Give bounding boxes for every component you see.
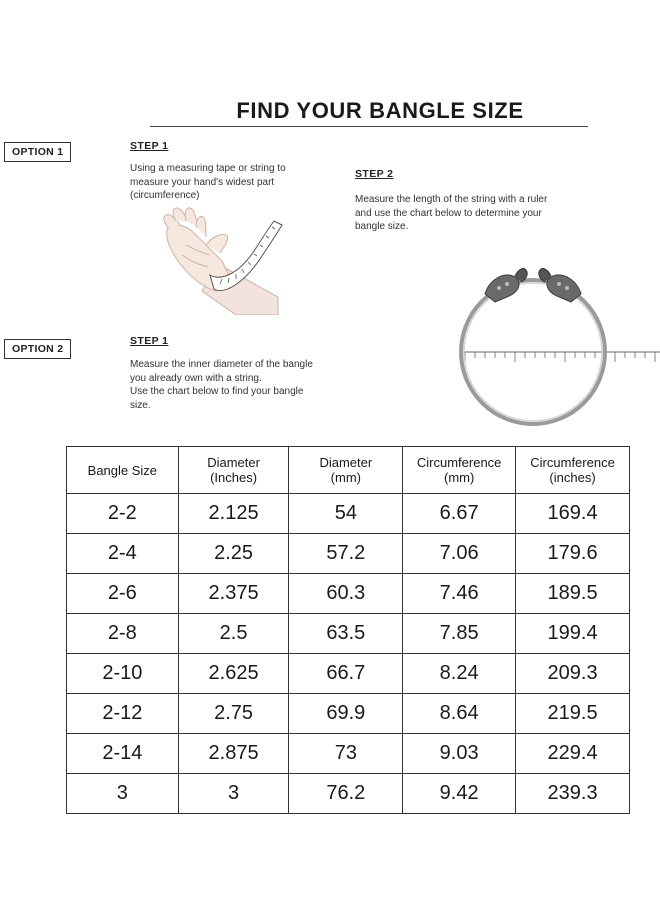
table-cell: 69.9 [289, 694, 403, 734]
page-title: FIND YOUR BANGLE SIZE [236, 98, 524, 123]
table-row [67, 534, 630, 574]
table-row [67, 734, 630, 774]
table-cell: 8.64 [403, 694, 516, 734]
table-cell: 63.5 [289, 614, 403, 654]
col-header-diameter-inches: Diameter (Inches) [178, 447, 289, 494]
table-row [67, 774, 630, 814]
option-2-label: OPTION 2 [4, 339, 71, 359]
table-cell: 2-4 [67, 534, 179, 574]
option-1-step-1-heading: STEP 1 [130, 140, 169, 152]
table-cell: 2-2 [67, 494, 179, 534]
option-1-step-2-heading: STEP 2 [355, 168, 394, 180]
table-cell: 76.2 [289, 774, 403, 814]
table-cell: 239.3 [516, 774, 630, 814]
table-cell: 66.7 [289, 654, 403, 694]
table-header-row [67, 447, 630, 494]
table-cell: 169.4 [516, 494, 630, 534]
table-cell: 2-8 [67, 614, 179, 654]
table-cell: 9.42 [403, 774, 516, 814]
table-cell: 8.24 [403, 654, 516, 694]
table-cell: 2-6 [67, 574, 179, 614]
table-cell: 3 [67, 774, 179, 814]
table-row [67, 574, 630, 614]
bangle-size-table [66, 446, 630, 814]
table-cell: 7.06 [403, 534, 516, 574]
bangle-on-ruler-illustration [455, 262, 660, 437]
col-header-diameter-mm: Diameter (mm) [289, 447, 403, 494]
option-1-step-1-text: Using a measuring tape or string to measure your hand's widest part (circumference) [130, 163, 286, 202]
hand-measuring-tape-illustration [150, 205, 290, 315]
table-cell: 7.85 [403, 614, 516, 654]
table-cell: 54 [289, 494, 403, 534]
table-row [67, 654, 630, 694]
table-cell: 209.3 [516, 654, 630, 694]
title-divider [150, 126, 588, 127]
table-cell: 219.5 [516, 694, 630, 734]
table-cell: 60.3 [289, 574, 403, 614]
table-cell: 73 [289, 734, 403, 774]
table-cell: 7.46 [403, 574, 516, 614]
table-cell: 229.4 [516, 734, 630, 774]
table-cell: 57.2 [289, 534, 403, 574]
table-row [67, 694, 630, 734]
table-cell: 2-12 [67, 694, 179, 734]
table-cell: 189.5 [516, 574, 630, 614]
table-cell: 3 [178, 774, 289, 814]
table-cell: 2.375 [178, 574, 289, 614]
table-cell: 2-14 [67, 734, 179, 774]
option-2-step-1-heading: STEP 1 [130, 335, 169, 347]
table-cell: 2.875 [178, 734, 289, 774]
col-header-circumference-mm: Circumference (mm) [403, 447, 516, 494]
col-header-circumference-inches: Circumference (inches) [516, 447, 630, 494]
table-cell: 9.03 [403, 734, 516, 774]
table-cell: 2.625 [178, 654, 289, 694]
table-cell: 2.75 [178, 694, 289, 734]
table-cell: 179.6 [516, 534, 630, 574]
col-header-bangle-size: Bangle Size [67, 447, 179, 494]
table-cell: 2.5 [178, 614, 289, 654]
table-cell: 2.125 [178, 494, 289, 534]
option-1-label: OPTION 1 [4, 142, 71, 162]
table-cell: 2-10 [67, 654, 179, 694]
table-row [67, 614, 630, 654]
option-2-step-1-text: Measure the inner diameter of the bangle you already own with a string. Use the chart below to find your bangle size. [130, 359, 313, 411]
table-row [67, 494, 630, 534]
table-cell: 2.25 [178, 534, 289, 574]
option-1-step-2-text: Measure the length of the string with a ruler and use the chart below to determine your bangle size. [355, 194, 548, 233]
table-cell: 6.67 [403, 494, 516, 534]
table-cell: 199.4 [516, 614, 630, 654]
